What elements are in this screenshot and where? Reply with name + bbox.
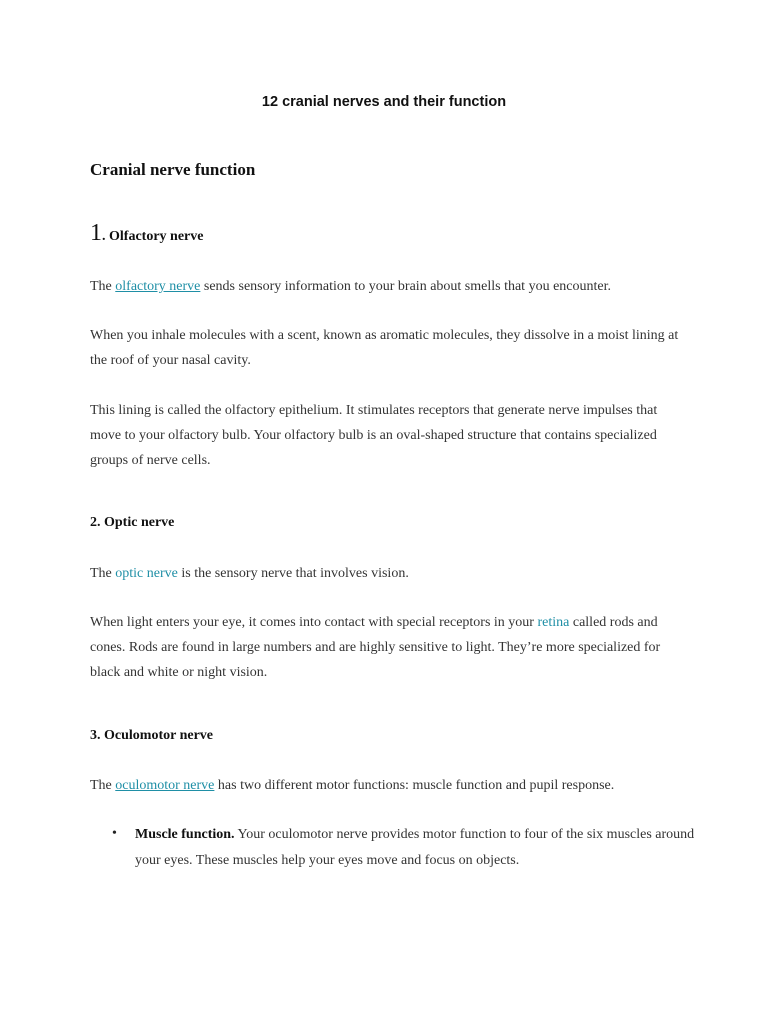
text: The [90, 279, 116, 294]
olfactory-paragraph-2: When you inhale molecules with a scent, known as aromatic molecules, they dissolve in a moist lining at the roof of your nasal cavity. [90, 328, 679, 368]
text: sends sensory information to your brain about smells that you encounter. [200, 279, 611, 294]
bullet-icon: • [112, 826, 117, 841]
olfactory-title: . Olfactory nerve [102, 229, 204, 244]
olfactory-nerve-link[interactable]: olfactory nerve [115, 279, 201, 294]
document-title: 12 cranial nerves and their function [261, 94, 507, 110]
retina-link[interactable]: retina [537, 615, 570, 630]
text: The [90, 566, 116, 581]
optic-paragraph-1 [90, 561, 690, 586]
optic-nerve-link[interactable]: optic nerve [115, 566, 178, 581]
text: When light enters your eye, it comes into contact with special receptors in your [90, 615, 538, 630]
section-heading: Cranial nerve function [90, 160, 256, 179]
olfactory-number: 1 [90, 220, 102, 246]
oculomotor-paragraph-1 [90, 773, 690, 798]
olfactory-paragraph-1 [90, 274, 690, 299]
text: The [90, 778, 116, 793]
text: has two different motor functions: muscle function and pupil response. [214, 778, 615, 793]
oculomotor-nerve-link[interactable]: oculomotor nerve [115, 778, 215, 793]
oculomotor-heading: 3. Oculomotor nerve [90, 728, 213, 743]
text: is the sensory nerve that involves vision. [177, 566, 409, 581]
olfactory-paragraph-3: This lining is called the olfactory epithelium. It stimulates receptors that generate nerve impulses that move to your olfactory bulb. Your olfactory bulb is an oval-shaped structure that contains specialized groups of nerve cells. [90, 403, 658, 468]
optic-paragraph-2 [90, 610, 690, 685]
bullet-item-muscle-function [135, 822, 695, 874]
olfactory-heading [90, 220, 203, 247]
bullet-body: Your oculomotor nerve provides motor function to four of the six muscles around your eyes. These muscles help your eyes move and focus on objects. [135, 827, 695, 868]
bullet-label: Muscle function. [135, 827, 235, 842]
text: called rods and cones. Rods are found in large numbers and are highly sensitive to light. They’re more specialized for black and white or night vision. [90, 615, 661, 680]
optic-heading: 2. Optic nerve [90, 515, 175, 530]
